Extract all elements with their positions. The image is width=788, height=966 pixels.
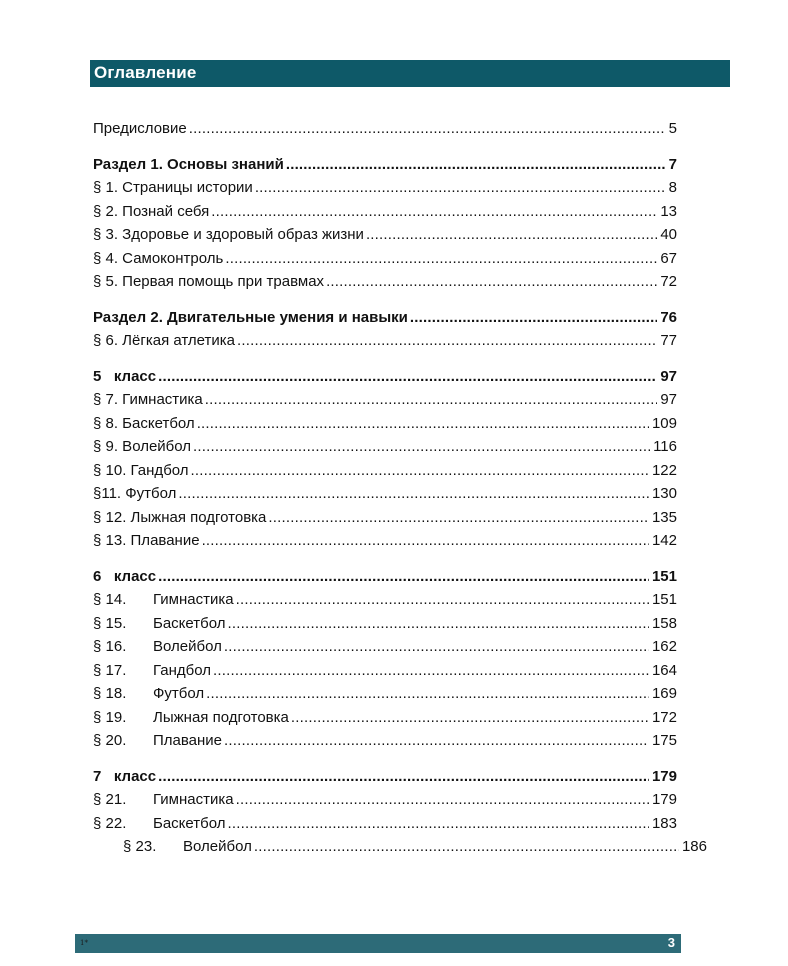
toc-entry bbox=[93, 388, 677, 412]
toc-entry bbox=[93, 682, 677, 706]
toc-entry-label: Раздел 2. Двигательные умения и навыки bbox=[93, 308, 408, 326]
toc-page-number: 5 bbox=[668, 120, 677, 137]
toc-page-number: 179 bbox=[651, 791, 677, 808]
toc-page-number: 151 bbox=[651, 591, 677, 608]
dot-leader bbox=[158, 365, 657, 389]
toc-entry bbox=[93, 482, 677, 506]
toc-page-number: 164 bbox=[651, 661, 677, 679]
toc-entry-label bbox=[93, 659, 211, 683]
toc-entry-title: Футбол bbox=[153, 685, 205, 702]
toc-entry bbox=[93, 329, 677, 353]
toc-entry-label bbox=[93, 812, 226, 836]
toc-page-number: 109 bbox=[651, 414, 677, 432]
toc-entry-label: § 12. Лыжная подготовка bbox=[93, 508, 267, 526]
toc-entry-title: Баскетбол bbox=[153, 814, 226, 832]
toc-entry bbox=[93, 812, 677, 836]
toc-entry bbox=[93, 435, 677, 459]
toc-entry-label: § 9. Волейбол bbox=[93, 438, 192, 455]
toc-entry-number: § 16. bbox=[93, 638, 127, 655]
toc-page-number: 142 bbox=[651, 532, 677, 549]
toc-entry-label: § 5. Первая помощь при травмах bbox=[93, 273, 325, 290]
dot-leader bbox=[205, 388, 658, 412]
toc-entry bbox=[93, 247, 677, 271]
toc-entry bbox=[93, 117, 677, 141]
dot-leader bbox=[213, 659, 649, 683]
toc-entry bbox=[93, 612, 677, 636]
toc-page-number: 97 bbox=[660, 367, 677, 385]
toc-entry-label: § 1. Страницы истории bbox=[93, 179, 253, 196]
toc-entry-title: Баскетбол bbox=[153, 614, 226, 632]
dot-leader bbox=[237, 329, 657, 353]
dot-leader bbox=[191, 459, 649, 483]
toc-entry bbox=[93, 659, 677, 683]
toc-page-number: 122 bbox=[651, 461, 677, 479]
toc-entry bbox=[93, 765, 677, 789]
dot-leader bbox=[291, 706, 649, 730]
toc-entry-title: Лыжная подготовка bbox=[153, 708, 289, 726]
toc-page-number: 183 bbox=[651, 814, 677, 832]
toc-entry-label: Предисловие bbox=[93, 120, 187, 137]
toc-entry bbox=[93, 565, 677, 589]
toc-entry-label: § 13. Плавание bbox=[93, 532, 200, 549]
dot-leader bbox=[158, 765, 649, 789]
toc-entry-label: § 8. Баскетбол bbox=[93, 414, 195, 432]
toc-page-number: 8 bbox=[668, 179, 677, 196]
toc-entry-number: § 14. bbox=[93, 591, 127, 608]
toc-page-number: 179 bbox=[651, 767, 677, 785]
toc-entry-label: § 6. Лёгкая атлетика bbox=[93, 332, 236, 349]
toc-page-number: 158 bbox=[651, 614, 677, 632]
toc-entry bbox=[93, 365, 677, 389]
toc-entry-number: § 22. bbox=[93, 814, 127, 832]
toc-entry-label bbox=[123, 835, 252, 859]
toc-page-number: 169 bbox=[651, 685, 677, 702]
toc-entry-label: § 7. Гимнастика bbox=[93, 391, 203, 408]
toc-page-number: 116 bbox=[653, 438, 677, 455]
toc-entry-title: Волейбол bbox=[153, 638, 222, 655]
toc-entry bbox=[93, 729, 677, 753]
toc-entry bbox=[93, 635, 677, 659]
dot-leader bbox=[224, 635, 649, 659]
toc-entry-label: 6 класс bbox=[93, 567, 157, 585]
dot-leader bbox=[189, 117, 666, 141]
toc-page-number: 130 bbox=[651, 485, 677, 502]
toc-entry-number: § 18. bbox=[93, 685, 127, 702]
toc-entry-label bbox=[93, 788, 234, 812]
toc-page-number: 172 bbox=[651, 708, 677, 726]
toc-page-number: 175 bbox=[651, 732, 677, 749]
toc-entry bbox=[93, 588, 677, 612]
dot-leader bbox=[202, 529, 649, 553]
toc-entry-label: § 10. Гандбол bbox=[93, 461, 189, 479]
toc-entry bbox=[93, 412, 677, 436]
toc-entry-label bbox=[93, 588, 234, 612]
toc-page-number: 135 bbox=[651, 508, 677, 526]
toc-entry bbox=[93, 788, 677, 812]
toc-entry-label bbox=[93, 612, 226, 636]
toc-entry-label: § 2. Познай себя bbox=[93, 202, 210, 220]
dot-leader bbox=[236, 588, 649, 612]
toc-entry-label bbox=[93, 635, 222, 659]
dot-leader bbox=[228, 612, 649, 636]
dot-leader bbox=[410, 306, 657, 330]
dot-leader bbox=[224, 729, 649, 753]
toc-entry bbox=[123, 835, 707, 859]
toc-page-number: 151 bbox=[651, 567, 677, 585]
toc-page-number: 40 bbox=[660, 226, 677, 243]
dot-leader bbox=[255, 176, 666, 200]
toc-entry-label: § 4. Самоконтроль bbox=[93, 249, 224, 267]
toc-entry bbox=[93, 270, 677, 294]
toc-entry bbox=[93, 223, 677, 247]
toc-entry-label bbox=[93, 706, 289, 730]
toc-entry-label: 7 класс bbox=[93, 767, 157, 785]
toc-page-number: 7 bbox=[668, 155, 677, 173]
toc-entry-number: § 17. bbox=[93, 661, 127, 679]
toc-entry bbox=[93, 506, 677, 530]
toc-entry-label: Раздел 1. Основы знаний bbox=[93, 155, 284, 173]
dot-leader bbox=[286, 153, 666, 177]
toc-entry-label bbox=[93, 729, 222, 753]
dot-leader bbox=[206, 682, 649, 706]
toc-entry-label: § 3. Здоровье и здоровый образ жизни bbox=[93, 226, 364, 243]
toc-entry-label bbox=[93, 682, 204, 706]
dot-leader bbox=[268, 506, 649, 530]
toc-entry-number: § 20. bbox=[93, 732, 127, 749]
toc-entry-number: § 21. bbox=[93, 791, 127, 808]
dot-leader bbox=[211, 200, 657, 224]
toc-header-bar bbox=[90, 60, 730, 87]
toc-entry-title: Гимнастика bbox=[153, 791, 234, 808]
toc-entry-number: § 23. bbox=[123, 838, 157, 855]
toc-entry-title: Гимнастика bbox=[153, 591, 234, 608]
page-number: 3 bbox=[667, 935, 675, 950]
dot-leader bbox=[254, 835, 679, 859]
toc-entry bbox=[93, 459, 677, 483]
dot-leader bbox=[228, 812, 649, 836]
toc-page-number: 162 bbox=[651, 638, 677, 655]
toc-page-number: 77 bbox=[660, 332, 677, 349]
toc-entry-label: §11. Футбол bbox=[93, 485, 177, 502]
toc-entry bbox=[93, 200, 677, 224]
toc-entry bbox=[93, 706, 677, 730]
toc-entry bbox=[93, 529, 677, 553]
dot-leader bbox=[236, 788, 649, 812]
toc-entry bbox=[93, 176, 677, 200]
toc-entry bbox=[93, 306, 677, 330]
dot-leader bbox=[366, 223, 657, 247]
toc-page-number: 67 bbox=[660, 249, 677, 267]
toc-entry-title: Волейбол bbox=[183, 838, 252, 855]
dot-leader bbox=[158, 565, 649, 589]
dot-leader bbox=[178, 482, 649, 506]
toc-page-number: 76 bbox=[660, 308, 677, 326]
toc-page-number: 97 bbox=[660, 391, 677, 408]
toc-page-number: 72 bbox=[660, 273, 677, 290]
dot-leader bbox=[197, 412, 649, 436]
toc-entry-number: § 19. bbox=[93, 708, 127, 726]
toc-entry-label: 5 класс bbox=[93, 367, 157, 385]
dot-leader bbox=[193, 435, 650, 459]
table-of-contents bbox=[93, 117, 707, 859]
toc-entry-number: § 15. bbox=[93, 614, 127, 632]
toc-page-number: 13 bbox=[660, 202, 677, 220]
toc-entry bbox=[93, 153, 677, 177]
signature-mark: 1* bbox=[80, 939, 88, 947]
dot-leader bbox=[326, 270, 657, 294]
page-title: Оглавление bbox=[94, 63, 197, 82]
footer-bar bbox=[75, 934, 681, 953]
dot-leader bbox=[225, 247, 657, 271]
toc-page-number: 186 bbox=[681, 838, 707, 855]
toc-entry-title: Плавание bbox=[153, 732, 223, 749]
toc-entry-title: Гандбол bbox=[153, 661, 212, 679]
